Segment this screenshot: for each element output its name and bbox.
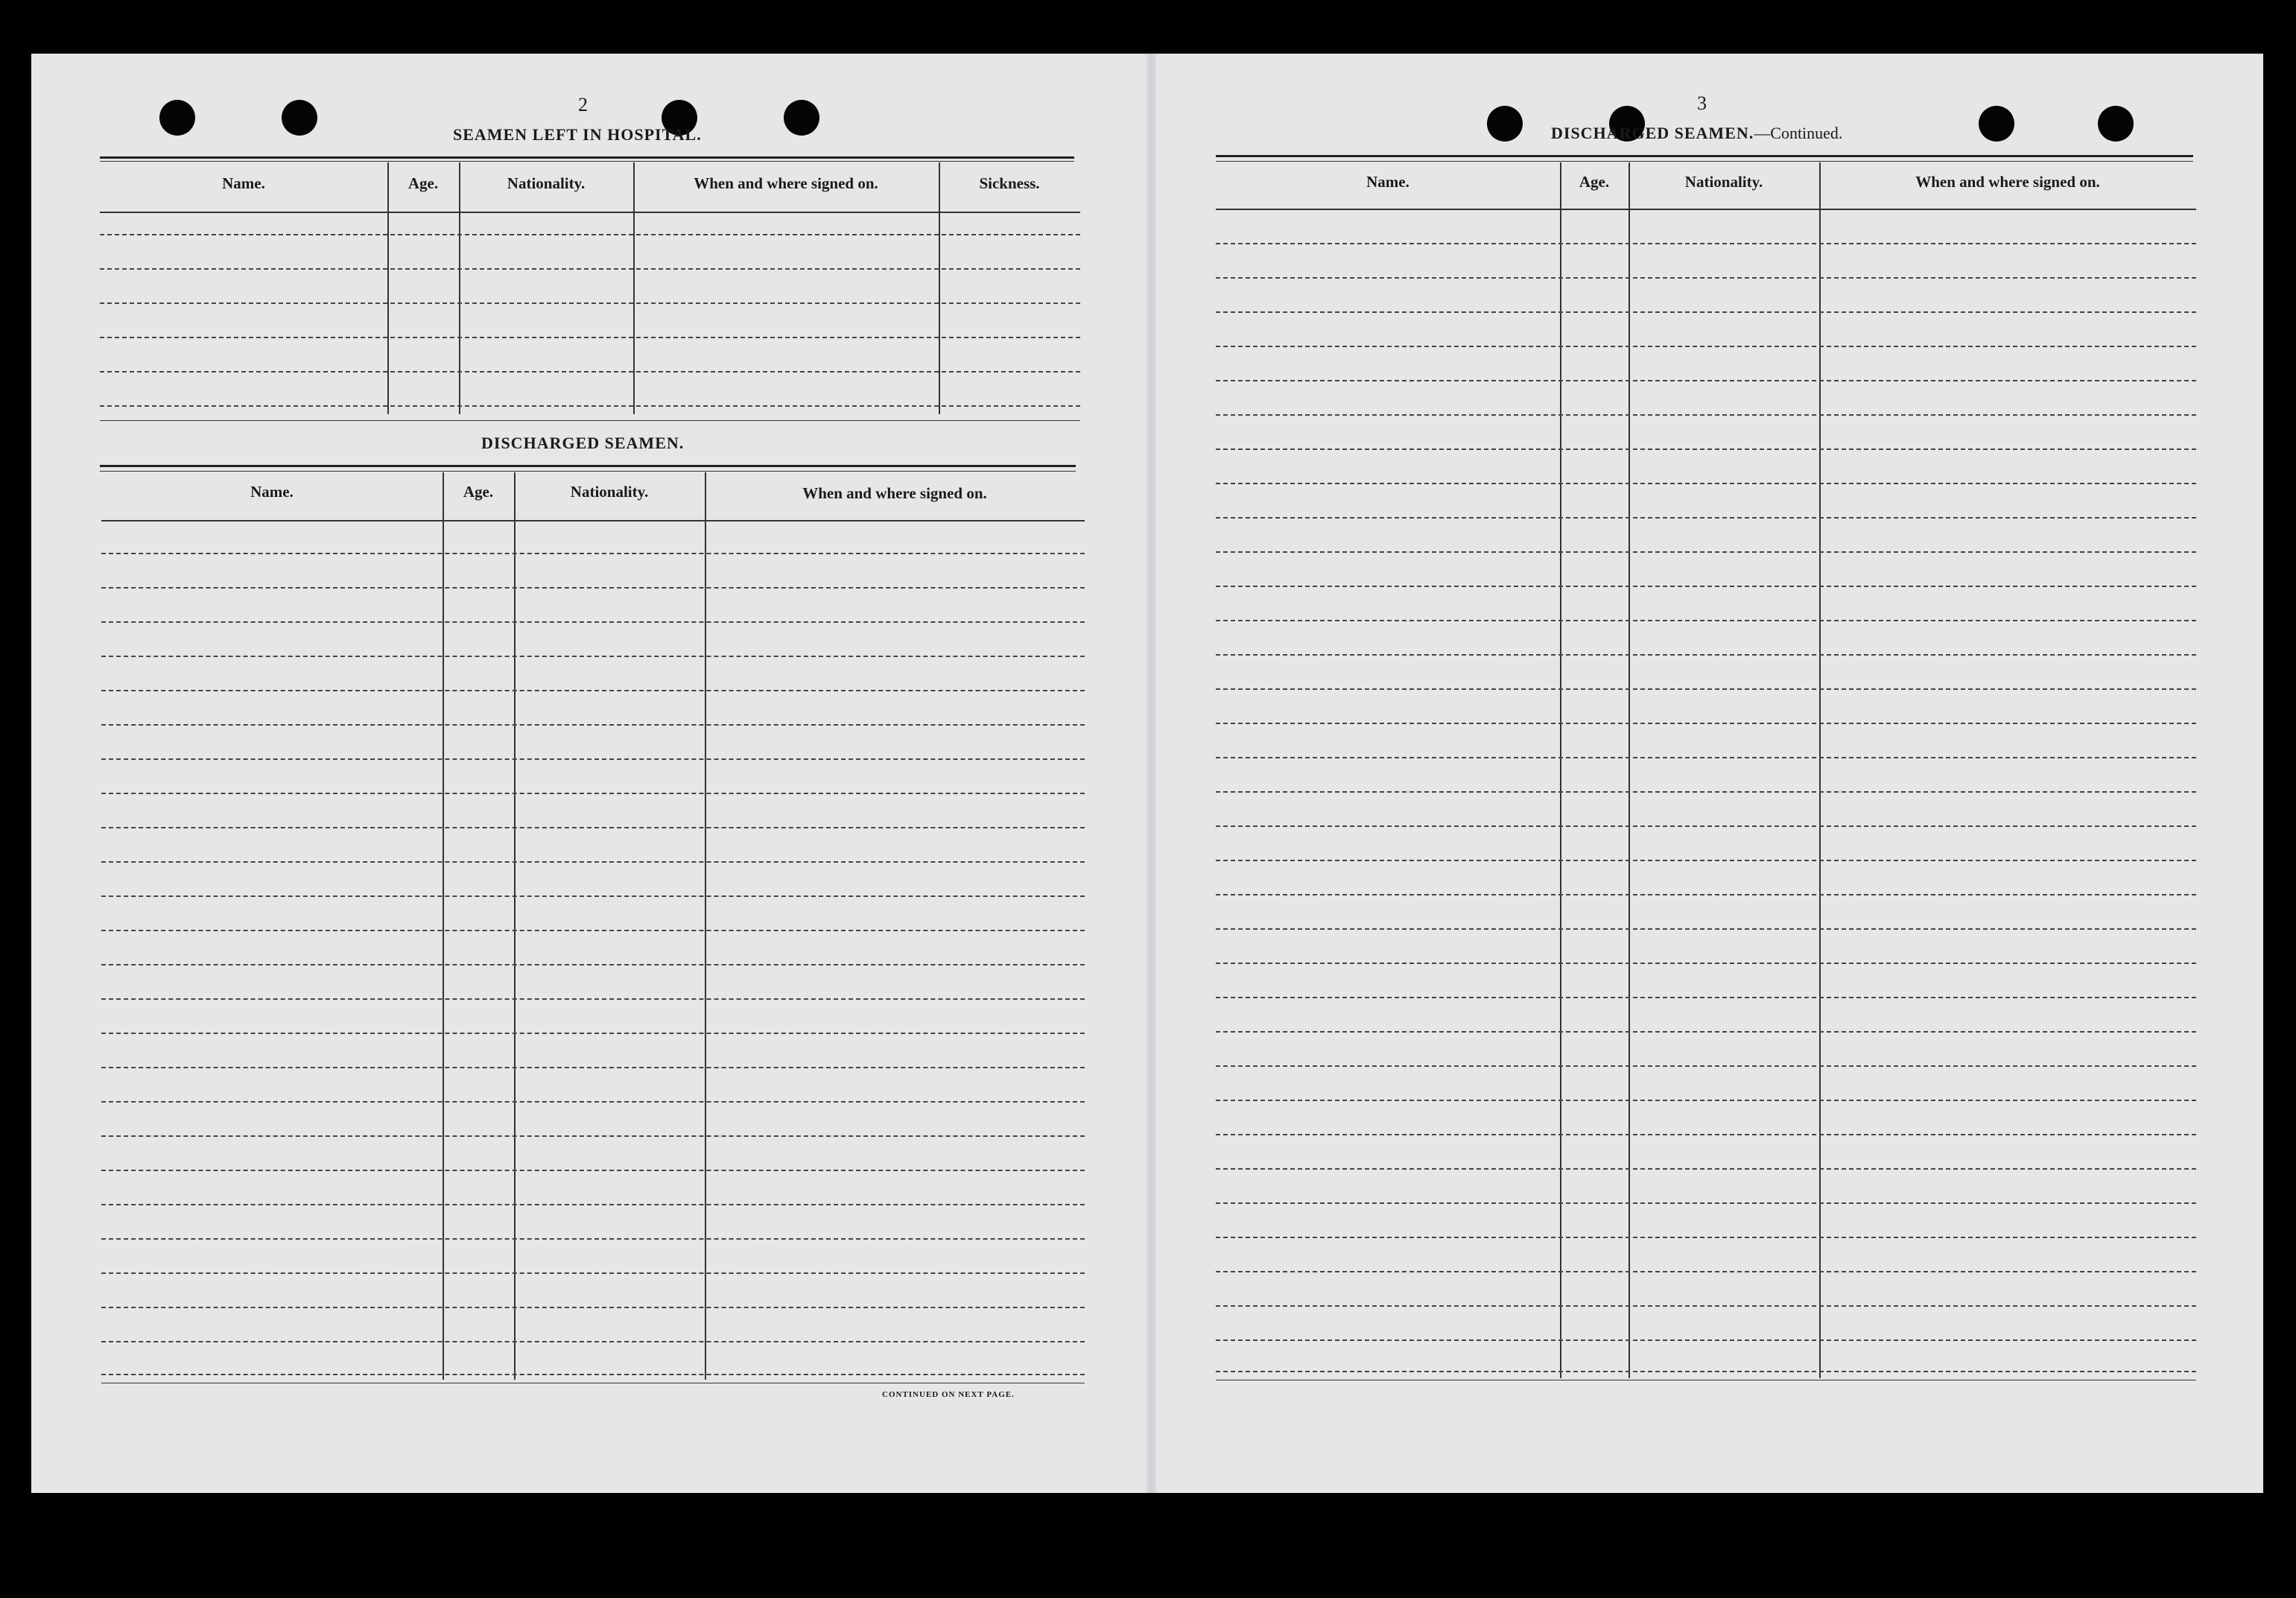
table-row: [101, 587, 1085, 589]
discharged-top-rule: [100, 465, 1076, 467]
punch-hole: [159, 100, 195, 136]
table-row: [101, 1033, 1085, 1034]
table-row: [101, 1307, 1085, 1308]
hospital-section-title: SEAMEN LEFT IN HOSPITAL.: [453, 125, 702, 144]
punch-hole: [282, 100, 317, 136]
table-row: [1216, 654, 2196, 656]
hospital-col-sickness: Sickness.: [979, 174, 1040, 192]
table-row: [1216, 414, 2196, 416]
hospital-divider: [939, 162, 940, 414]
table-row: [101, 1204, 1085, 1205]
table-row: [1216, 757, 2196, 758]
discharged-col-age: Age.: [463, 483, 494, 501]
table-row: [1216, 517, 2196, 519]
table-row: [101, 895, 1085, 897]
table-row: [1216, 997, 2196, 998]
continued-divider: [1560, 162, 1561, 1378]
table-row: [100, 302, 1080, 304]
discharged-divider: [443, 472, 444, 1380]
punch-hole: [2098, 106, 2134, 142]
table-row: [101, 1170, 1085, 1171]
table-row: [1216, 894, 2196, 895]
discharged-table-left: [101, 472, 1085, 1383]
hospital-col-name: Name.: [222, 174, 265, 192]
hospital-divider: [387, 162, 389, 414]
table-row: [101, 861, 1085, 863]
table-row: [1216, 586, 2196, 587]
table-row: [101, 724, 1085, 726]
table-row: [101, 1101, 1085, 1103]
hospital-divider: [633, 162, 635, 414]
table-row: [1216, 928, 2196, 930]
discharged-divider: [705, 472, 706, 1380]
discharged-col-nationality: Nationality.: [570, 483, 649, 501]
punch-hole: [1487, 106, 1523, 142]
discharged-col-name: Name.: [250, 483, 294, 501]
discharged-col-signed-on: When and where signed on.: [802, 484, 987, 502]
table-row: [101, 998, 1085, 1000]
hospital-top-rule: [100, 156, 1074, 159]
table-row: [1216, 551, 2196, 553]
punch-hole: [784, 100, 819, 136]
table-row: [101, 1272, 1085, 1274]
hospital-col-signed-on: When and where signed on.: [694, 174, 878, 192]
continued-col-name: Name.: [1366, 173, 1409, 191]
table-row: [1216, 1065, 2196, 1067]
continued-divider: [1629, 162, 1630, 1378]
table-row: [100, 268, 1080, 270]
table-row: [100, 234, 1080, 235]
table-row: [1216, 1339, 2196, 1341]
table-row: [100, 371, 1080, 372]
discharged-section-title: DISCHARGED SEAMEN.: [481, 434, 685, 452]
discharged-divider: [514, 472, 516, 1380]
right-top-rule: [1216, 155, 2193, 157]
hospital-col-nationality: Nationality.: [507, 174, 586, 192]
table-row: [1216, 825, 2196, 827]
discharged-continued-title: [1551, 124, 1842, 143]
table-row: [1216, 723, 2196, 724]
continued-divider: [1819, 162, 1821, 1378]
page-number-left: 2: [578, 94, 588, 115]
table-row: [1216, 1237, 2196, 1238]
table-row: [1216, 311, 2196, 313]
table-row: [1216, 688, 2196, 690]
table-row: [101, 656, 1085, 657]
table-row: [1216, 1371, 2196, 1372]
continued-col-nationality: Nationality.: [1684, 173, 1763, 191]
table-row: [101, 758, 1085, 760]
table-row: [1216, 860, 2196, 861]
table-row: [1216, 1305, 2196, 1307]
table-row: [1216, 1202, 2196, 1204]
table-row: [1216, 243, 2196, 244]
hospital-divider: [459, 162, 460, 414]
table-row: [101, 1374, 1085, 1375]
table-row: [101, 621, 1085, 623]
table-row: [101, 1067, 1085, 1068]
table-row: [1216, 346, 2196, 347]
hospital-table: [100, 162, 1080, 419]
hospital-bottom-rule: [100, 420, 1080, 421]
table-row: [1216, 963, 2196, 964]
table-row: [101, 930, 1085, 931]
table-row: [1216, 620, 2196, 621]
discharged-top-rule-thin: [100, 471, 1076, 472]
table-row: [1216, 1134, 2196, 1135]
punch-hole: [1979, 106, 2014, 142]
table-row: [1216, 1100, 2196, 1101]
table-row: [101, 1341, 1085, 1342]
table-row: [101, 964, 1085, 966]
hospital-col-age: Age.: [407, 174, 439, 192]
continued-footer: CONTINUED ON NEXT PAGE.: [882, 1390, 1015, 1399]
table-row: [1216, 1168, 2196, 1170]
table-row: [101, 553, 1085, 554]
continued-col-signed-on: When and where signed on.: [1915, 173, 2100, 191]
table-row: [100, 337, 1080, 338]
table-row: [101, 827, 1085, 828]
table-row: [100, 405, 1080, 407]
table-row: [101, 793, 1085, 794]
continued-col-age: Age.: [1579, 173, 1610, 191]
page-number-right: 3: [1697, 92, 1707, 114]
table-row: [1216, 448, 2196, 450]
table-row: [101, 1135, 1085, 1137]
table-row: [1216, 277, 2196, 279]
table-row: [1216, 1271, 2196, 1272]
right-top-rule-thin: [1216, 161, 2193, 162]
table-row: [1216, 483, 2196, 484]
table-row: [1216, 791, 2196, 793]
continued-label: —Continued.: [1754, 124, 1843, 142]
table-row: [1216, 380, 2196, 381]
hospital-top-rule-thin: [100, 161, 1074, 162]
table-row: [1216, 1031, 2196, 1033]
discharged-table-right: [1216, 162, 2196, 1380]
table-row: [101, 690, 1085, 691]
table-row: [101, 1238, 1085, 1240]
page-fold: [1146, 54, 1156, 1493]
discharged-continued-title-text: DISCHARGED SEAMEN.: [1551, 124, 1754, 142]
